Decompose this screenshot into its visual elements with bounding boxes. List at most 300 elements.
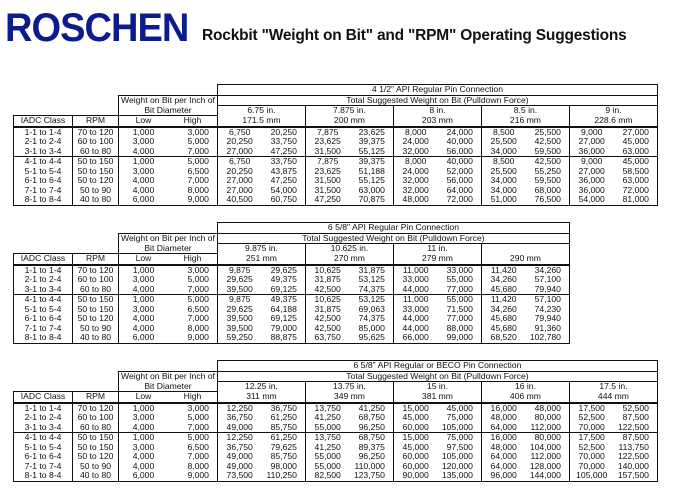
min-weight-cell: 16,000 <box>481 433 525 443</box>
wob-table-3 <box>13 360 658 482</box>
bit-size-inches: 13.75 in. <box>305 382 393 392</box>
max-weight-cell: 36,750 <box>270 402 297 413</box>
low-weight-cell: 1,000 <box>119 295 168 305</box>
max-weight-cell: 74,230 <box>525 305 569 315</box>
low-weight-cell: 6,000 <box>119 471 168 481</box>
max-weight-cell: 23,625 <box>358 126 385 137</box>
min-weight-cell: 34,260 <box>481 305 525 315</box>
min-weight-cell: 8,500 <box>481 157 525 167</box>
high-weight-cell: 9,000 <box>168 471 217 481</box>
low-weight-cell: 3,000 <box>119 137 168 147</box>
min-weight-cell: 11,000 <box>393 265 437 276</box>
max-weight-cell: 74,375 <box>358 283 385 294</box>
rpm-cell: 60 to 100 <box>73 413 119 423</box>
rpm-cell: 40 to 80 <box>73 471 119 481</box>
low-weight-cell: 4,000 <box>119 452 168 462</box>
iadc-class-cell: 6-1 to 6-4 <box>14 176 73 186</box>
min-weight-cell: 39,500 <box>217 324 261 334</box>
rpm-cell: 50 to 90 <box>73 186 119 196</box>
max-weight-cell: 110,250 <box>261 471 305 481</box>
high-weight-cell: 3,000 <box>187 402 209 413</box>
bit-size-inches: 17.5 in. <box>569 382 657 392</box>
table-row <box>14 423 658 433</box>
iadc-class-cell: 1-1 to 1-4 <box>14 127 73 138</box>
min-weight-cell: 13,750 <box>305 433 349 443</box>
min-weight-cell: 82,500 <box>305 471 349 481</box>
min-weight-cell: 6,750 <box>217 127 261 138</box>
min-weight-cell: 96,000 <box>481 471 525 481</box>
max-weight-cell: 54,000 <box>270 184 297 195</box>
bit-size-inches <box>481 244 569 254</box>
max-weight-cell: 75,000 <box>446 412 473 422</box>
min-weight-cell: 8,500 <box>481 127 525 138</box>
min-weight-cell: 44,000 <box>393 314 437 324</box>
iadc-class-cell: 2-1 to 2-4 <box>14 413 73 423</box>
page-title: Rockbit "Weight on Bit" and "RPM" Operating Suggestions <box>202 27 627 44</box>
high-weight-cell: 5,000 <box>168 157 217 167</box>
min-weight-cell: 36,000 <box>569 147 613 157</box>
min-weight-cell: 42,500 <box>305 285 349 295</box>
max-weight-cell: 55,000 <box>446 274 473 284</box>
min-weight-cell: 16,000 <box>481 403 525 414</box>
bit-size-inches: 9 in. <box>569 106 657 116</box>
high-weight-cell: 5,000 <box>187 412 209 422</box>
min-weight-cell: 9,000 <box>569 127 613 138</box>
high-weight-cell: 7,000 <box>187 451 209 461</box>
min-weight-cell: 33,000 <box>393 275 437 285</box>
min-weight-cell: 36,000 <box>569 176 613 186</box>
bit-diameter-header: Bit Diameter <box>119 244 218 254</box>
max-weight-cell: 53,125 <box>349 295 393 305</box>
high-weight-cell: 6,500 <box>187 441 209 452</box>
rpm-cell: 50 to 120 <box>73 314 119 324</box>
low-weight-cell: 4,000 <box>119 324 168 334</box>
connection-title: 6 5/8" API Regular or BECO Pin Connection <box>217 361 657 372</box>
rpm-cell: 50 to 150 <box>73 433 119 443</box>
max-weight-cell: 96,250 <box>358 421 385 432</box>
wob-table-2 <box>13 222 570 344</box>
bit-size-inches: 10.625 in. <box>305 244 393 254</box>
iadc-class-cell: 1-1 to 1-4 <box>14 265 73 276</box>
max-weight-cell: 105,000 <box>441 421 473 432</box>
high-weight-cell: 9,000 <box>168 195 217 205</box>
min-weight-cell: 9,875 <box>217 295 261 305</box>
bit-size-inches: 9.875 in. <box>217 244 305 254</box>
max-weight-cell: 29,625 <box>270 264 297 275</box>
max-weight-cell: 79,000 <box>270 322 297 333</box>
max-weight-cell: 47,250 <box>270 145 297 156</box>
min-weight-cell: 45,680 <box>481 324 525 334</box>
min-weight-cell: 20,250 <box>217 167 261 177</box>
bit-size-mm: 171.5 mm <box>217 116 305 127</box>
bit-size-inches: 7.875 in. <box>305 106 393 116</box>
max-weight-cell: 52,000 <box>446 165 473 176</box>
max-weight-cell: 76,500 <box>525 195 569 205</box>
max-weight-cell: 52,500 <box>613 403 657 414</box>
min-weight-cell: 70,000 <box>569 423 613 433</box>
min-weight-cell: 23,625 <box>305 137 349 147</box>
spacer <box>14 382 119 392</box>
min-weight-cell: 59,250 <box>217 333 261 343</box>
min-weight-cell: 27,000 <box>217 176 261 186</box>
weight-per-inch-header: Weight on Bit per Inch of <box>119 95 218 106</box>
max-weight-cell: 55,125 <box>358 175 385 185</box>
spacer <box>14 244 119 254</box>
min-weight-cell: 60,000 <box>393 423 437 433</box>
max-weight-cell: 53,125 <box>358 274 385 284</box>
spacer <box>14 371 119 382</box>
min-weight-cell: 27,000 <box>569 167 613 177</box>
bit-size-mm: 251 mm <box>217 254 305 265</box>
max-weight-cell: 42,500 <box>534 136 561 146</box>
iadc-class-cell: 8-1 to 8-4 <box>14 471 73 481</box>
table-row <box>14 433 658 443</box>
spacer <box>14 361 218 372</box>
high-header: High <box>168 116 217 127</box>
rpm-cell: 40 to 80 <box>73 333 119 343</box>
iadc-class-cell: 2-1 to 2-4 <box>14 275 73 285</box>
high-weight-cell: 3,000 <box>187 126 209 137</box>
iadc-class-cell: 4-1 to 4-4 <box>14 157 73 167</box>
connection-title: 6 5/8" API Regular Pin Connection <box>217 223 569 234</box>
rpm-cell: 50 to 150 <box>73 167 119 177</box>
max-weight-cell: 85,750 <box>270 421 297 432</box>
bit-size-mm: 311 mm <box>217 392 305 403</box>
min-weight-cell: 60,000 <box>393 462 437 472</box>
rpm-cell: 70 to 120 <box>73 403 119 414</box>
max-weight-cell: 77,000 <box>446 313 473 323</box>
iadc-class-cell: 7-1 to 7-4 <box>14 462 73 472</box>
max-weight-cell: 58,500 <box>613 167 657 177</box>
table-row <box>14 333 570 343</box>
min-weight-cell: 29,625 <box>217 275 261 285</box>
max-weight-cell: 48,000 <box>534 402 561 413</box>
max-weight-cell: 80,000 <box>534 412 561 422</box>
spacer <box>14 233 119 244</box>
table-row <box>14 285 570 295</box>
bit-size-mm: 203 mm <box>393 116 481 127</box>
bit-size-mm: 216 mm <box>481 116 569 127</box>
min-weight-cell: 64,000 <box>481 423 525 433</box>
max-weight-cell: 56,000 <box>446 175 473 185</box>
min-weight-cell: 34,260 <box>481 275 525 285</box>
iadc-class-cell: 3-1 to 3-4 <box>14 147 73 157</box>
max-weight-cell: 43,875 <box>270 165 297 176</box>
min-weight-cell: 8,000 <box>393 157 437 167</box>
max-weight-cell: 99,000 <box>437 333 481 343</box>
low-weight-cell: 4,000 <box>119 462 168 472</box>
min-weight-cell: 9,875 <box>217 265 261 276</box>
rpm-cell: 50 to 150 <box>73 295 119 305</box>
max-weight-cell: 72,000 <box>613 186 657 196</box>
min-weight-cell: 41,250 <box>305 413 349 423</box>
max-weight-cell: 71,500 <box>446 303 473 314</box>
max-weight-cell: 55,000 <box>437 295 481 305</box>
min-weight-cell: 20,250 <box>217 137 261 147</box>
iadc-class-cell: 2-1 to 2-4 <box>14 137 73 147</box>
total-weight-header: Total Suggested Weight on Bit (Pulldown Force) <box>217 371 657 382</box>
iadc-class-header: IADC Class <box>14 116 73 127</box>
min-weight-cell: 42,500 <box>305 324 349 334</box>
max-weight-cell: 123,750 <box>349 471 393 481</box>
min-weight-cell: 24,000 <box>393 167 437 177</box>
max-weight-cell: 97,500 <box>446 441 473 452</box>
high-weight-cell: 7,000 <box>187 421 209 432</box>
min-weight-cell: 25,500 <box>481 137 525 147</box>
spacer <box>14 85 218 96</box>
rpm-cell: 40 to 80 <box>73 195 119 205</box>
bit-size-inches: 12.25 in. <box>217 382 305 392</box>
max-weight-cell: 57,100 <box>525 295 569 305</box>
bit-size-mm: 290 mm <box>481 254 569 265</box>
min-weight-cell: 66,000 <box>393 333 437 343</box>
low-weight-cell: 3,000 <box>119 275 168 285</box>
rpm-cell: 60 to 100 <box>73 137 119 147</box>
min-weight-cell: 60,000 <box>393 452 437 462</box>
min-weight-cell: 49,000 <box>217 423 261 433</box>
rpm-header: RPM <box>73 392 119 403</box>
max-weight-cell: 56,000 <box>446 145 473 156</box>
rpm-cell: 50 to 150 <box>73 443 119 453</box>
rpm-header: RPM <box>73 254 119 265</box>
min-weight-cell: 45,680 <box>481 314 525 324</box>
max-weight-cell: 157,500 <box>613 471 657 481</box>
min-weight-cell: 49,000 <box>217 452 261 462</box>
iadc-class-cell: 5-1 to 5-4 <box>14 443 73 453</box>
max-weight-cell: 45,000 <box>613 137 657 147</box>
max-weight-cell: 79,940 <box>525 314 569 324</box>
weight-per-inch-header: Weight on Bit per Inch of <box>119 371 218 382</box>
rpm-cell: 60 to 80 <box>73 147 119 157</box>
max-weight-cell: 110,000 <box>354 460 385 471</box>
high-weight-cell: 9,000 <box>168 333 217 343</box>
table-row <box>14 471 658 481</box>
max-weight-cell: 74,375 <box>358 313 385 323</box>
high-weight-cell: 5,000 <box>187 274 209 284</box>
rpm-header: RPM <box>73 116 119 127</box>
bit-size-mm: 270 mm <box>305 254 393 265</box>
max-weight-cell: 80,000 <box>525 433 569 443</box>
max-weight-cell: 64,188 <box>270 303 297 314</box>
high-weight-cell: 3,000 <box>187 264 209 275</box>
bit-size-inches: 15 in. <box>393 382 481 392</box>
max-weight-cell: 96,250 <box>358 451 385 461</box>
max-weight-cell: 113,750 <box>613 443 657 453</box>
min-weight-cell: 7,875 <box>305 127 349 138</box>
min-weight-cell: 48,000 <box>481 443 525 453</box>
spacer <box>14 223 218 234</box>
max-weight-cell: 24,000 <box>446 126 473 137</box>
rpm-cell: 60 to 80 <box>73 285 119 295</box>
max-weight-cell: 69,125 <box>270 313 297 323</box>
low-weight-cell: 1,000 <box>119 433 168 443</box>
max-weight-cell: 104,000 <box>529 441 561 452</box>
max-weight-cell: 79,940 <box>525 285 569 295</box>
iadc-class-cell: 4-1 to 4-4 <box>14 295 73 305</box>
min-weight-cell: 45,680 <box>481 285 525 295</box>
max-weight-cell: 112,000 <box>530 451 561 461</box>
high-weight-cell: 5,000 <box>168 295 217 305</box>
max-weight-cell: 77,000 <box>446 283 473 294</box>
min-weight-cell: 25,500 <box>481 167 525 177</box>
min-weight-cell: 17,500 <box>569 403 613 414</box>
iadc-class-cell: 1-1 to 1-4 <box>14 403 73 414</box>
low-weight-cell: 4,000 <box>119 186 168 196</box>
max-weight-cell: 63,000 <box>613 176 657 186</box>
max-weight-cell: 69,063 <box>358 303 385 314</box>
max-weight-cell: 25,500 <box>534 126 561 137</box>
min-weight-cell: 90,000 <box>393 471 437 481</box>
low-weight-cell: 3,000 <box>119 167 168 177</box>
max-weight-cell: 112,000 <box>530 421 561 432</box>
min-weight-cell: 42,500 <box>305 314 349 324</box>
rpm-cell: 50 to 90 <box>73 324 119 334</box>
brand-logo: ROSCHEN <box>5 6 189 50</box>
weight-per-inch-header: Weight on Bit per Inch of <box>119 233 218 244</box>
max-weight-cell: 95,625 <box>349 333 393 343</box>
max-weight-cell: 81,000 <box>613 195 657 205</box>
iadc-class-cell: 5-1 to 5-4 <box>14 305 73 315</box>
min-weight-cell: 32,000 <box>393 147 437 157</box>
bit-size-mm: 228.6 mm <box>569 116 657 127</box>
max-weight-cell: 120,000 <box>441 460 473 471</box>
max-weight-cell: 69,125 <box>270 283 297 294</box>
max-weight-cell: 70,875 <box>349 195 393 205</box>
min-weight-cell: 33,000 <box>393 305 437 315</box>
min-weight-cell: 32,000 <box>393 186 437 196</box>
max-weight-cell: 39,375 <box>358 136 385 146</box>
low-header: Low <box>119 254 168 265</box>
low-weight-cell: 1,000 <box>119 127 168 138</box>
max-weight-cell: 75,000 <box>437 433 481 443</box>
low-weight-cell: 6,000 <box>119 333 168 343</box>
max-weight-cell: 91,360 <box>525 324 569 334</box>
high-weight-cell: 8,000 <box>187 184 209 195</box>
high-weight-cell: 7,000 <box>187 145 209 156</box>
iadc-class-cell: 7-1 to 7-4 <box>14 186 73 196</box>
total-weight-header: Total Suggested Weight on Bit (Pulldown Force) <box>217 233 569 244</box>
max-weight-cell: 128,000 <box>529 460 561 471</box>
max-weight-cell: 47,250 <box>270 175 297 185</box>
rpm-cell: 50 to 150 <box>73 157 119 167</box>
min-weight-cell: 10,625 <box>305 295 349 305</box>
bit-size-mm: 349 mm <box>305 392 393 403</box>
low-weight-cell: 4,000 <box>119 147 168 157</box>
max-weight-cell: 68,750 <box>349 433 393 443</box>
min-weight-cell: 8,000 <box>393 127 437 138</box>
rpm-cell: 70 to 120 <box>73 265 119 276</box>
min-weight-cell: 31,875 <box>305 305 349 315</box>
rpm-cell: 60 to 100 <box>73 275 119 285</box>
min-weight-cell: 17,500 <box>569 433 613 443</box>
min-weight-cell: 49,000 <box>217 462 261 472</box>
max-weight-cell: 122,500 <box>613 423 657 433</box>
bit-diameter-header: Bit Diameter <box>119 382 218 392</box>
max-weight-cell: 41,250 <box>358 402 385 413</box>
min-weight-cell: 36,000 <box>569 186 613 196</box>
min-weight-cell: 34,000 <box>481 147 525 157</box>
high-weight-cell: 7,000 <box>187 283 209 294</box>
low-weight-cell: 4,000 <box>119 176 168 186</box>
iadc-class-cell: 3-1 to 3-4 <box>14 423 73 433</box>
wob-table-1 <box>13 84 658 206</box>
min-weight-cell: 41,250 <box>305 443 349 453</box>
min-weight-cell: 11,420 <box>481 295 525 305</box>
min-weight-cell: 70,000 <box>569 452 613 462</box>
max-weight-cell: 98,000 <box>270 460 297 471</box>
max-weight-cell: 85,750 <box>270 451 297 461</box>
min-weight-cell: 9,000 <box>569 157 613 167</box>
iadc-class-cell: 7-1 to 7-4 <box>14 324 73 334</box>
low-header: Low <box>119 116 168 127</box>
max-weight-cell: 33,000 <box>446 264 473 275</box>
max-weight-cell: 57,100 <box>525 275 569 285</box>
low-weight-cell: 4,000 <box>119 285 168 295</box>
rpm-cell: 60 to 80 <box>73 423 119 433</box>
low-weight-cell: 3,000 <box>119 413 168 423</box>
min-weight-cell: 7,875 <box>305 157 349 167</box>
max-weight-cell: 88,875 <box>261 333 305 343</box>
max-weight-cell: 64,000 <box>446 184 473 195</box>
max-weight-cell: 40,000 <box>437 157 481 167</box>
min-weight-cell: 55,000 <box>305 452 349 462</box>
page-header <box>5 8 627 48</box>
min-weight-cell: 73,500 <box>217 471 261 481</box>
iadc-class-cell: 3-1 to 3-4 <box>14 285 73 295</box>
iadc-class-header: IADC Class <box>14 392 73 403</box>
rpm-cell: 50 to 120 <box>73 452 119 462</box>
table-row <box>14 195 658 205</box>
low-weight-cell: 4,000 <box>119 314 168 324</box>
max-weight-cell: 102,780 <box>525 333 569 343</box>
total-weight-header: Total Suggested Weight on Bit (Pulldown Force) <box>217 95 657 106</box>
max-weight-cell: 85,000 <box>358 322 385 333</box>
min-weight-cell: 105,000 <box>569 471 613 481</box>
low-weight-cell: 1,000 <box>119 157 168 167</box>
min-weight-cell: 39,500 <box>217 285 261 295</box>
max-weight-cell: 49,375 <box>261 295 305 305</box>
max-weight-cell: 20,250 <box>270 126 297 137</box>
min-weight-cell: 6,750 <box>217 157 261 167</box>
high-weight-cell: 7,000 <box>187 175 209 185</box>
high-weight-cell: 8,000 <box>187 322 209 333</box>
max-weight-cell: 42,500 <box>525 157 569 167</box>
high-weight-cell: 5,000 <box>187 136 209 146</box>
max-weight-cell: 144,000 <box>525 471 569 481</box>
max-weight-cell: 68,000 <box>534 184 561 195</box>
high-weight-cell: 5,000 <box>168 433 217 443</box>
max-weight-cell: 135,000 <box>437 471 481 481</box>
min-weight-cell: 31,500 <box>305 186 349 196</box>
max-weight-cell: 33,750 <box>261 157 305 167</box>
bit-diameter-header: Bit Diameter <box>119 106 218 116</box>
iadc-class-header: IADC Class <box>14 254 73 265</box>
high-header: High <box>168 392 217 403</box>
max-weight-cell: 68,750 <box>358 412 385 422</box>
max-weight-cell: 87,500 <box>613 413 657 423</box>
max-weight-cell: 63,000 <box>358 184 385 195</box>
max-weight-cell: 40,000 <box>446 136 473 146</box>
bit-size-mm: 200 mm <box>305 116 393 127</box>
max-weight-cell: 39,375 <box>349 157 393 167</box>
iadc-class-cell: 5-1 to 5-4 <box>14 167 73 177</box>
max-weight-cell: 140,000 <box>613 462 657 472</box>
low-weight-cell: 1,000 <box>119 265 168 276</box>
low-weight-cell: 3,000 <box>119 443 168 453</box>
min-weight-cell: 39,500 <box>217 314 261 324</box>
connection-title: 4 1/2" API Regular Pin Connection <box>217 85 657 96</box>
max-weight-cell: 55,125 <box>358 145 385 156</box>
